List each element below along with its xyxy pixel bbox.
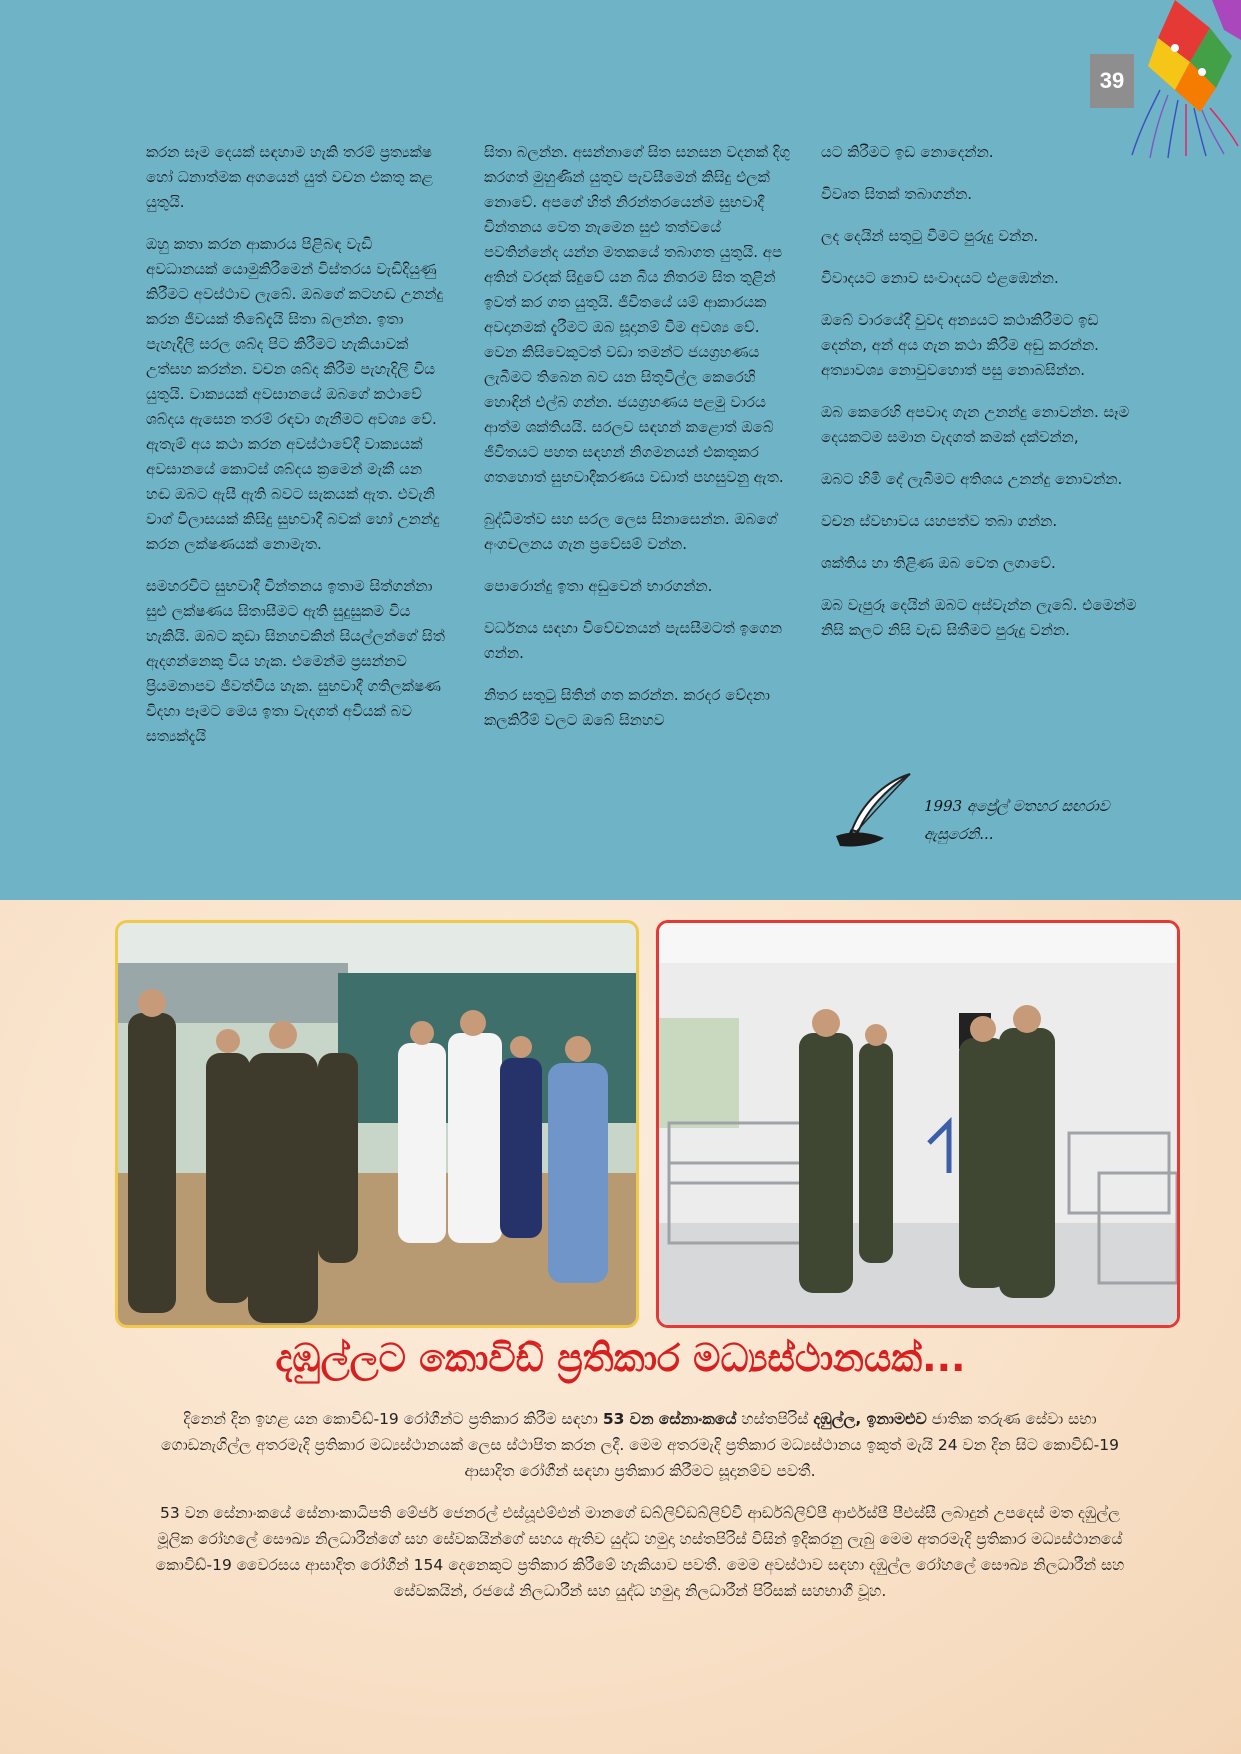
paragraph: ඔබට හිමි දේ ලැබීමට අතිශය උනන්දු නොවන්න. [821, 470, 1123, 488]
source-credit-line1: 1993 අප්‍රේල් මතහර සඟරාව [924, 797, 1110, 815]
news-paragraph-1 [150, 1406, 1130, 1484]
handover-photo [115, 920, 639, 1328]
emphasis-location: දඹුල්ල, ඉනාමළුව [813, 1410, 927, 1428]
paragraph: විවාදයට නොව සංවාදයට එළඹෙන්න. [821, 269, 1059, 287]
paragraph: වර්ධනය සඳහා විවේචනයන් පැසසීමටත් ඉගෙන ගන්න. [484, 619, 783, 662]
text-run: හස්තපිරිස් [736, 1410, 814, 1428]
paragraph: යට කිරීමට ඉඩ නොදෙන්න. [821, 143, 994, 161]
paragraph: ශක්තිය හා තිළිණ ඔබ වෙත ලගාවේ. [821, 554, 1056, 572]
lantern-decoration-icon [1120, 0, 1241, 160]
article-column-1 [146, 140, 446, 766]
paragraph: ඔහු කතා කරන ආකාරය පිළිබඳ වැඩි අවධානයක් යොමුකිරීමෙන් විස්තරය වැඩිදියුණු කිරීමට අවස්ථාව ලැබේ. ඔබගේ කටහඬ උනන්දු කරන ජීවයක් තිබේදැයි සිතා බලන්න. ඉතා පැහැදිලි සරල ශබ්ද පිට කිරීමට හැකියාවක් උත්සහ කරන්න. වචන ශබ්ද කිරීම පැහැදිලි විය යුතුයි. වාක්‍යයක් අවසානයේ ඔබගේ කථාවේ ශබ්දය ඇසෙන තරම් රඳවා ගැනීමට අවශ්‍ය වේ. ඇතැම් අය කථා කරන අවස්ථාවේදී වාක්‍යයක් අවසානයේ කොටස් ශබ්දය ක්‍රමෙන් මැකී යන හඬ ඔබට ඇසී ඇති බවට සැකයක් ඇත. එවැනි වාග් විලාසයක් කිසිදු සුභවාදී බවක් හෝ උනන්දු කරන ලක්ෂණයක් නොමැත. [146, 235, 444, 553]
paragraph: පොරොන්දු ඉතා අඩුවෙන් භාරගන්න. [484, 577, 713, 595]
source-credit [924, 792, 1154, 848]
source-credit-line2: ඇසුරෙනි... [924, 825, 994, 843]
article-column-3 [821, 140, 1141, 660]
paragraph: කරන සෑම දෙයක් සඳහාම හැකි තරම් ප්‍රත්‍යක්ෂ හෝ ධනාත්මක අගයෙන් යුත් වචන එකතු කළ යුතුයි. [146, 143, 433, 211]
paragraph: ලද දෙයින් සතුටු වීමට පුරුදු වන්න. [821, 227, 1039, 245]
paragraph: ඔබේ වාරයේදී වුවද අන්‍යයට කථාකිරීමට ඉඩ දෙන්න, අන් අය ගැන කථා කිරීම අඩු කරන්න. අත්‍යාවශ්‍ය නොවුවහොත් පසු නොබසින්න. [821, 311, 1099, 379]
paragraph: සමහරවිට සුභවාදී චින්තනය ඉතාම සිත්ගන්නා සුළු ලක්ෂණය සිතාසීමට ඇති සුදුසුකම විය හැකියි. ඔබට කුඩා සිනහවකින් සියල්ලන්ගේ සිත් ඇදගන්නෙකු විය හැක. එමෙන්ම ප්‍රසන්නව ප්‍රියමනාපව ජීවත්විය හැක. සුභවාදී ගතිලක්ෂණ විදහා පෑමට මෙය ඉතා වැදගත් අවියක් බව සත්‍යක්දැයි [146, 577, 445, 745]
news-paragraph-2: 53 වන සේනාංකයේ සේනාංකාධිපති මේජර් ජෙනරල් එස්යූඑම්එන් මානගේ ඩබ්ලිව්ඩබ්ලිව්වී ආර්ඩබ්ලිව්පී ආර්එස්පී පීඑස්සී ලබාදුන් උපදෙස් මත දඹුල්ල මූලික රෝහලේ සෞඛ්‍ය නිලධාරීන්ගේ සහ සේවකයින්ගේ සහය ඇතිව යුද්ධ හමුදා හස්තපිරිස් විසින් ඉදිකරනු ලැබු මෙම අතරමැදි ප්‍රතිකාර මධ්‍යස්ථානයේ කොවිඩ්-19 වෛරසය ආසාදිත රෝගීන් 154 දෙනෙකුට ප්‍රතිකාර කිරීමේ හැකියාව පවතී. මෙම අවස්ථාව සඳහා දඹුල්ල රෝහලේ සෞඛ්‍ය නිලධාරීන් සහ සේවකයින්, රජයේ නිලධාරීන් සහ යුද්ධ හමුදා නිලධාරීන් පිරිසක් සහභාගී වූහ. [155, 1504, 1125, 1600]
paragraph: බුද්ධිමත්ව සහ සරල ලෙස සිනාසෙන්න. ඔබගේ අංගචලනය ගැන ප්‍රවේසම් වන්න. [484, 510, 778, 553]
paragraph: වචන ස්වභාවය යහපත්ව තබා ගන්න. [821, 512, 1058, 530]
page-number: 39 [1090, 54, 1134, 108]
paragraph: විවෘත සිතක් තබාගන්න. [821, 185, 973, 203]
paragraph: ඔබ කෙරෙහි අපවාද ගැන උනන්දු නොවන්න. සෑම දෙයකටම සමාන වැදගත් කමක් දක්වන්න, [821, 403, 1130, 446]
text-run: දිනෙන් දින ඉහළ යන කොවිඩ්-19 රෝගීන්ට ප්‍රතිකාර කිරීම සඳහා [183, 1410, 603, 1428]
paragraph: නිතර සතුටු සිතින් ගත කරන්න. කරදර වේදනා කලකිරීම් වලට ඔබේ සිනහව [484, 686, 770, 729]
paragraph: සිතා බලන්න. අසන්නාගේ සිත සනසන වදනක් දිගු කරගත් මුහුණින් යුතුව පැවසීමෙන් කිසිදු එලක් නොවේ. අපගේ හිත් නිරන්තරයෙන්ම සුභවාදී චින්තනය වෙත නැමෙන සුළු තත්වයේ පවතින්නේද යන්න මතකයේ තබාගත යුතුයි. අප අතින් වරදක් සිදුවේ යන බිය නිතරම සිත තුළින් ඉවත් කර ගත යුතුයි. ජීවිතයේ යම් ආකාරයක අවදානමක් දැරීමට ඔබ සූදානම් වීම අවශ්‍ය වේ. වෙන කිසිවෙකුටත් වඩා තමන්ට ජයග්‍රහණය ලැබීමට තිබෙන බව යන සිතුවිල්ල කෙරෙහි හොඳින් එල්බ ගන්න. ජයග්‍රහණය පළමු වාරය ආත්ම ශක්තියයි. සරලව සඳහන් කළොත් ඔබේ ජීවිතයට පහත සඳහන් නිගමනයන් එකතුකර ගතහොත් සුභවාදීකරණය වඩාත් පහසුවනු ඇත. [484, 143, 791, 486]
emphasis-53-division: 53 වන සේනාංකයේ [602, 1410, 737, 1428]
text-run: ජාතික තරුණ සේවා සභා ගොඩනැගිල්ල අතරමැදි ප්‍රතිකාර මධ්‍යස්ථානයක් ලෙස ස්ථාපිත කරන ලදී. මෙම අතරමැදි ප්‍රතිකාර මධ්‍යස්ථානය ඉකුත් මැයි 24 වන දින සිට කොවිඩ්-19 ආසාදිත රෝගීන් සඳහා ප්‍රතිකාර කිරීමට සූදානම්ව පවතී. [161, 1410, 1119, 1480]
paragraph: ඔබ වැපුරූ දෙයින් ඔබට අස්වැන්න ලැබේ. එමෙන්ම නිසි කලට නිසි වැඩ සිතීමට පුරුදු වන්න. [821, 596, 1137, 639]
news-headline: දඹුල්ලට කොවිඩ් ප්‍රතිකාර මධ්‍යස්ථානයක්... [275, 1336, 966, 1380]
quill-icon [832, 772, 914, 852]
ward-inspection-photo [656, 920, 1180, 1328]
article-column-2 [484, 140, 794, 750]
